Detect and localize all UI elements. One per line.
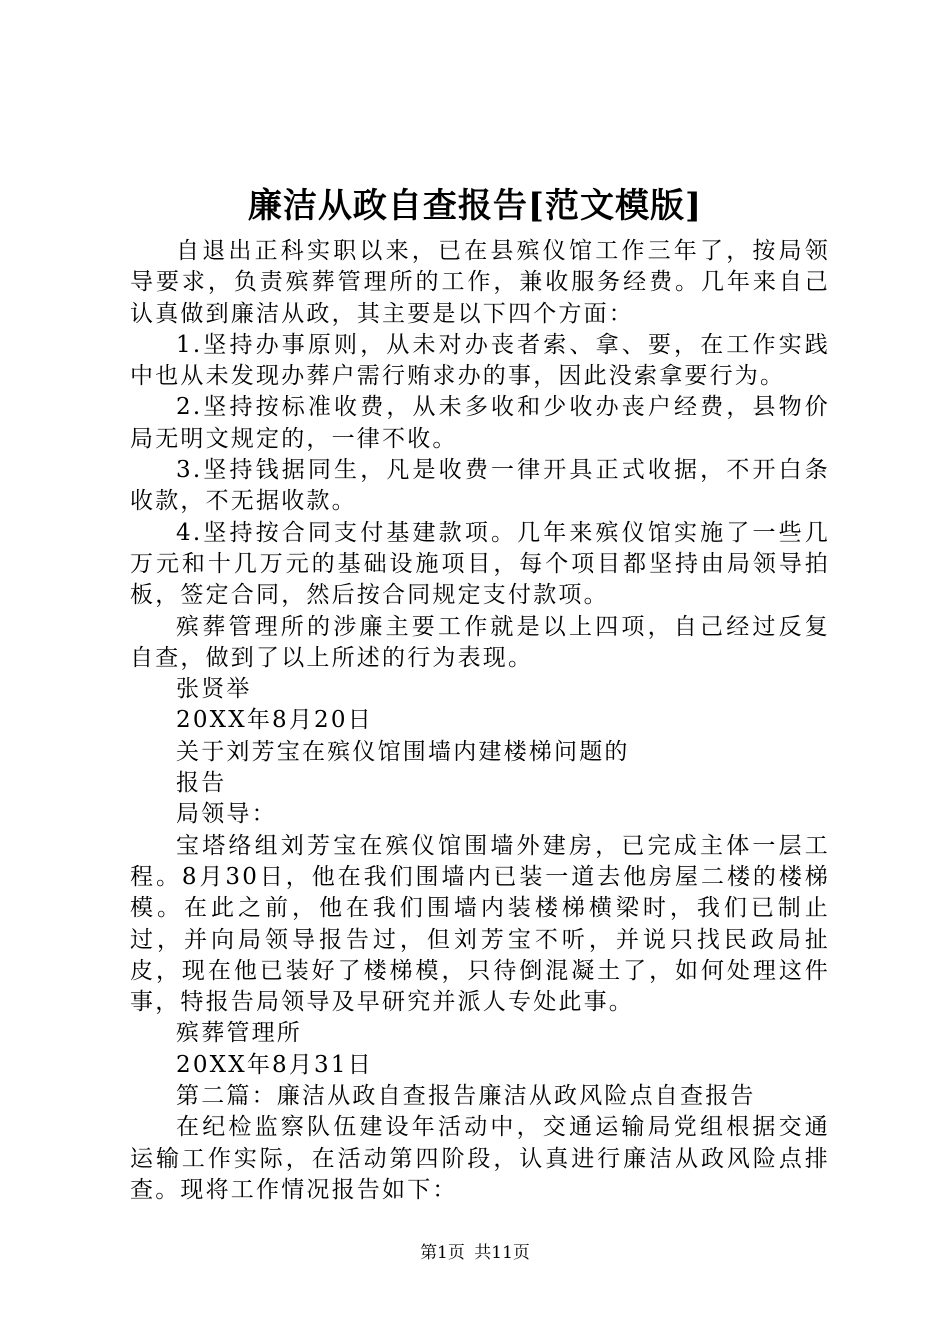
report-heading-line-2: 报告 bbox=[176, 770, 227, 797]
page-total: 共11页 bbox=[474, 1243, 530, 1263]
paragraph-item-3: 3.坚持钱据同生，凡是收费一律开具正式收据，不开白条收款，不无据收款。 bbox=[130, 457, 830, 515]
paragraph-item-2: 2.坚持按标准收费，从未多收和少收办丧户经费，县物价局无明文规定的，一律不收。 bbox=[130, 394, 830, 452]
document-title: 廉洁从政自查报告[范文模版] bbox=[247, 186, 703, 226]
report-heading-line-1: 关于刘芳宝在殡仪馆围墙内建楼梯问题的 bbox=[176, 738, 630, 765]
paragraph-intro: 自退出正科实职以来，已在县殡仪馆工作三年了，按局领导要求，负责殡葬管理所的工作，兼收服务经费。几年来自己认真做到廉洁从政，其主要是以下四个方面： bbox=[130, 238, 830, 327]
report-body: 宝塔络组刘芳宝在殡仪馆围墙外建房，已完成主体一层工程。8月30日，他在我们围墙内已装一道去他房屋二楼的楼梯模。在此之前，他在我们围墙内装楼梯横梁时，我们已制止过，并向局领导报告过，但刘芳宝不听，并说只找民政局扯皮，现在他已装好了楼梯模，只待倒混凝土了，如何处理这件事，特报告局领导及早研究并派人专处此事。 bbox=[130, 832, 830, 1016]
document-body bbox=[130, 236, 830, 1206]
paragraph-item-4: 4.坚持按合同支付基建款项。几年来殡仪馆实施了一些几万元和十几万元的基础设施项目，每个项目都坚持由局领导拍板，签定合同，然后按合同规定支付款项。 bbox=[130, 519, 830, 609]
report-signature-org: 殡葬管理所 bbox=[176, 1020, 302, 1047]
signature-name: 张贤举 bbox=[176, 676, 252, 703]
report-salutation: 局领导： bbox=[176, 801, 277, 828]
page-number: 第1页 bbox=[420, 1243, 465, 1263]
signature-date: 20XX年8月20日 bbox=[176, 707, 373, 734]
report-signature-date: 20XX年8月31日 bbox=[176, 1051, 373, 1078]
section-two-intro: 在纪检监察队伍建设年活动中，交通运输局党组根据交通运输工作实际，在活动第四阶段，认真进行廉洁从政风险点排查。现将工作情况报告如下： bbox=[130, 1114, 830, 1203]
page-footer bbox=[0, 1241, 950, 1265]
paragraph-summary: 殡葬管理所的涉廉主要工作就是以上四项，自己经过反复自查，做到了以上所述的行为表现。 bbox=[130, 613, 830, 671]
section-two-heading: 第二篇：廉洁从政自查报告廉洁从政风险点自查报告 bbox=[176, 1083, 756, 1110]
paragraph-item-1: 1.坚持办事原则，从未对办丧者索、拿、要，在工作实践中也从未发现办葬户需行贿求办的事，因此没索拿要行为。 bbox=[130, 331, 830, 390]
